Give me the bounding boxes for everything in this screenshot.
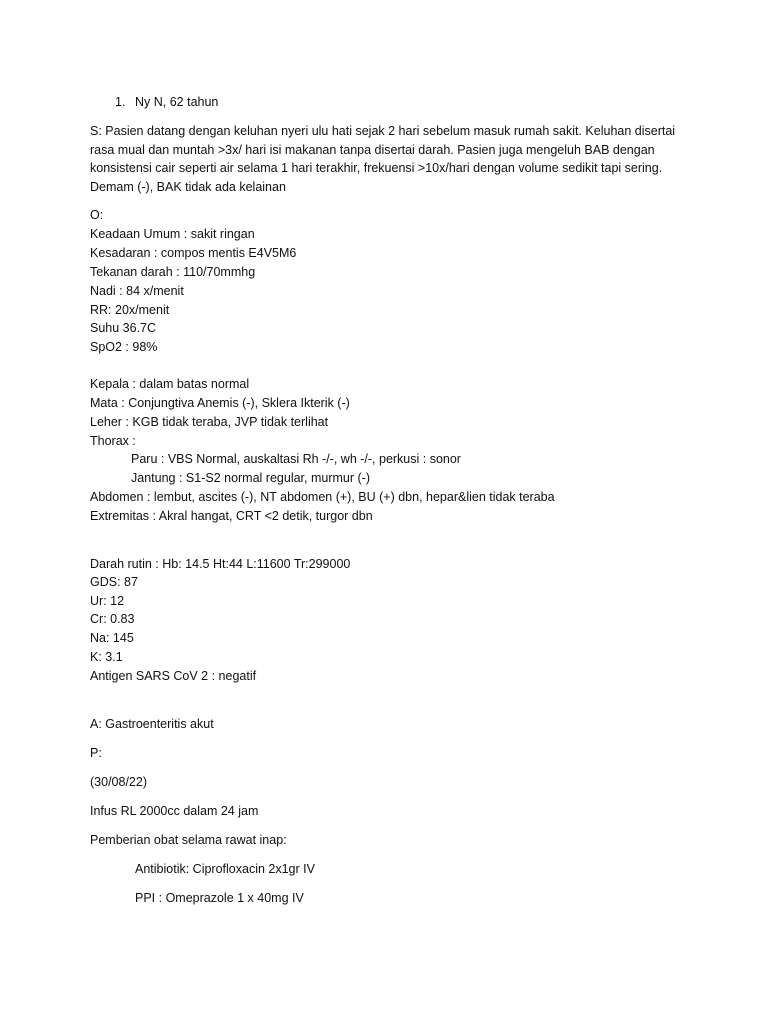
exam-line: Leher : KGB tidak teraba, JVP tidak terlihat	[90, 415, 329, 429]
plan-infusion: Infus RL 2000cc dalam 24 jam	[90, 804, 259, 818]
lab-line: GDS: 87	[90, 575, 138, 589]
plan-med-item: Antibiotik: Ciprofloxacin 2x1gr IV	[135, 862, 315, 876]
exam-line: Abdomen : lembut, ascites (-), NT abdomen (+), BU (+) dbn, hepar&lien tidak teraba	[90, 490, 555, 504]
exam-line: Mata : Conjungtiva Anemis (-), Sklera Ikterik (-)	[90, 396, 350, 410]
lab-line: Cr: 0.83	[90, 612, 135, 626]
vital-line: SpO2 : 98%	[90, 340, 158, 354]
plan-meds-heading: Pemberian obat selama rawat inap:	[90, 833, 287, 847]
lab-line: Ur: 12	[90, 594, 125, 608]
exam-line: Paru : VBS Normal, auskaltasi Rh -/-, wh -/-, perkusi : sonor	[131, 452, 461, 466]
exam-line: Jantung : S1-S2 normal regular, murmur (-)	[131, 471, 370, 485]
exam-line: Kepala : dalam batas normal	[90, 377, 250, 391]
subjective-line: rasa mual dan muntah >3x/ hari isi makanan tanpa disertai darah. Pasien juga mengeluh BAB dengan	[90, 143, 655, 157]
exam-line: Extremitas : Akral hangat, CRT <2 detik, turgor dbn	[90, 509, 373, 523]
lab-line: Antigen SARS CoV 2 : negatif	[90, 669, 257, 683]
vital-line: Nadi : 84 x/menit	[90, 284, 184, 298]
vital-line: Suhu 36.7C	[90, 321, 157, 335]
plan-label: P:	[90, 746, 102, 760]
exam-line: Thorax :	[90, 434, 136, 448]
vital-line: RR: 20x/menit	[90, 303, 170, 317]
list-number: 1.	[115, 95, 126, 109]
lab-line: Na: 145	[90, 631, 134, 645]
plan-date: (30/08/22)	[90, 775, 147, 789]
subjective-line: S: Pasien datang dengan keluhan nyeri ulu hati sejak 2 hari sebelum masuk rumah sakit. Keluhan disertai	[90, 124, 676, 138]
vital-line: Kesadaran : compos mentis E4V5M6	[90, 246, 297, 260]
plan-med-item: PPI : Omeprazole 1 x 40mg IV	[135, 891, 304, 905]
subjective-line: Demam (-), BAK tidak ada kelainan	[90, 180, 286, 194]
subjective-line: konsistensi cair seperti air selama 1 hari terakhir, frekuensi >10x/hari dengan volume sedikit tapi sering.	[90, 161, 663, 175]
vital-line: Keadaan Umum : sakit ringan	[90, 227, 255, 241]
assessment: A: Gastroenteritis akut	[90, 717, 214, 731]
lab-line: K: 3.1	[90, 650, 123, 664]
patient-heading: Ny N, 62 tahun	[135, 95, 219, 109]
vital-line: Tekanan darah : 110/70mmhg	[90, 265, 256, 279]
lab-line: Darah rutin : Hb: 14.5 Ht:44 L:11600 Tr:299000	[90, 557, 351, 571]
objective-label: O:	[90, 208, 104, 222]
